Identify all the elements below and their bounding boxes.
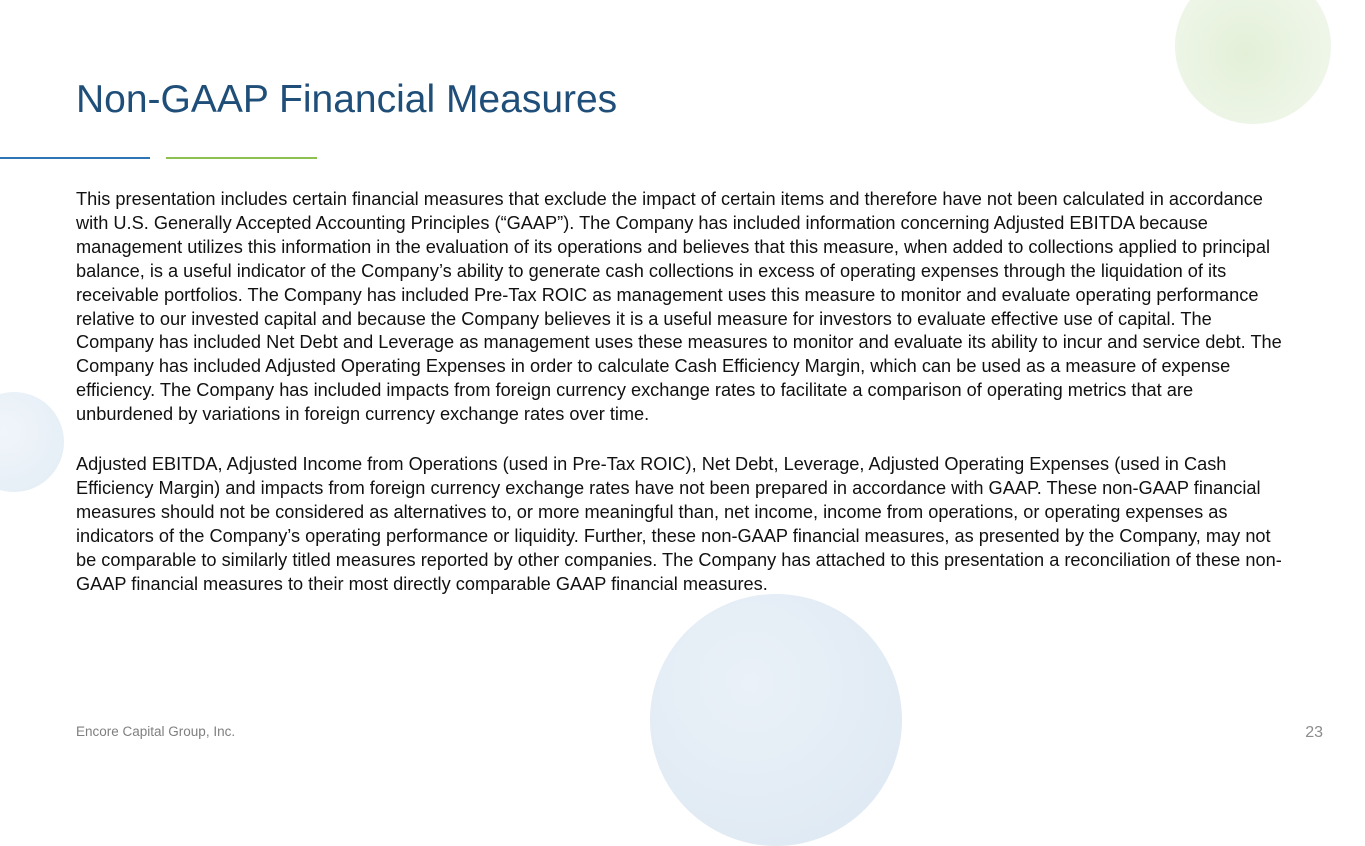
decorative-circle-left [0,392,64,492]
page-number: 23 [1305,724,1323,741]
slide-title: Non-GAAP Financial Measures [76,78,618,121]
body-paragraph-2: Adjusted EBITDA, Adjusted Income from Operations (used in Pre-Tax ROIC), Net Debt, Leverage, Adjusted Operating Expenses (used in Cash Efficiency Margin) and impacts from foreign currency exchange rates have not been prepared in accordance with GAAP. These non-GAAP financial measures should not be considered as alternatives to, or more meaningful than, net income, income from operations, or operating expenses as indicators of the Company’s operating performance or liquidity. Further, these non-GAAP financial measures, as presented by the Company, may not be comparable to similarly titled measures reported by other companies. The Company has attached to this presentation a reconciliation of these non-GAAP financial measures to their most directly comparable GAAP financial measures. [76,454,1282,594]
footer-company-name: Encore Capital Group, Inc. [76,724,236,739]
body-paragraph-1: This presentation includes certain financial measures that exclude the impact of certain items and therefore have not been calculated in accordance with U.S. Generally Accepted Accounting Principles (“GAAP”). The Company has included information concerning Adjusted EBITDA because management utilizes this information in the evaluation of its operations and believes that this measure, when added to collections applied to principal balance, is a useful indicator of the Company’s ability to generate cash collections in excess of operating expenses through the liquidation of its receivable portfolios. The Company has included Pre-Tax ROIC as management uses this measure to monitor and evaluate operating performance relative to our invested capital and because the Company believes it is a useful measure for investors to evaluate effective use of capital. The Company has included Net Debt and Leverage as management uses these measures to monitor and evaluate its ability to incur and service debt. The Company has included Adjusted Operating Expenses in order to calculate Cash Efficiency Margin, which can be used as a measure of expense efficiency. The Company has included impacts from foreign currency exchange rates to facilitate a comparison of operating metrics that are unburdened by variations in foreign currency exchange rates over time. [76,189,1282,425]
title-underline-green [166,157,317,159]
title-underline-blue [0,157,150,159]
decorative-circle-bottom [650,594,902,846]
body-text [76,188,1291,597]
decorative-circle-top-right [1175,0,1331,124]
